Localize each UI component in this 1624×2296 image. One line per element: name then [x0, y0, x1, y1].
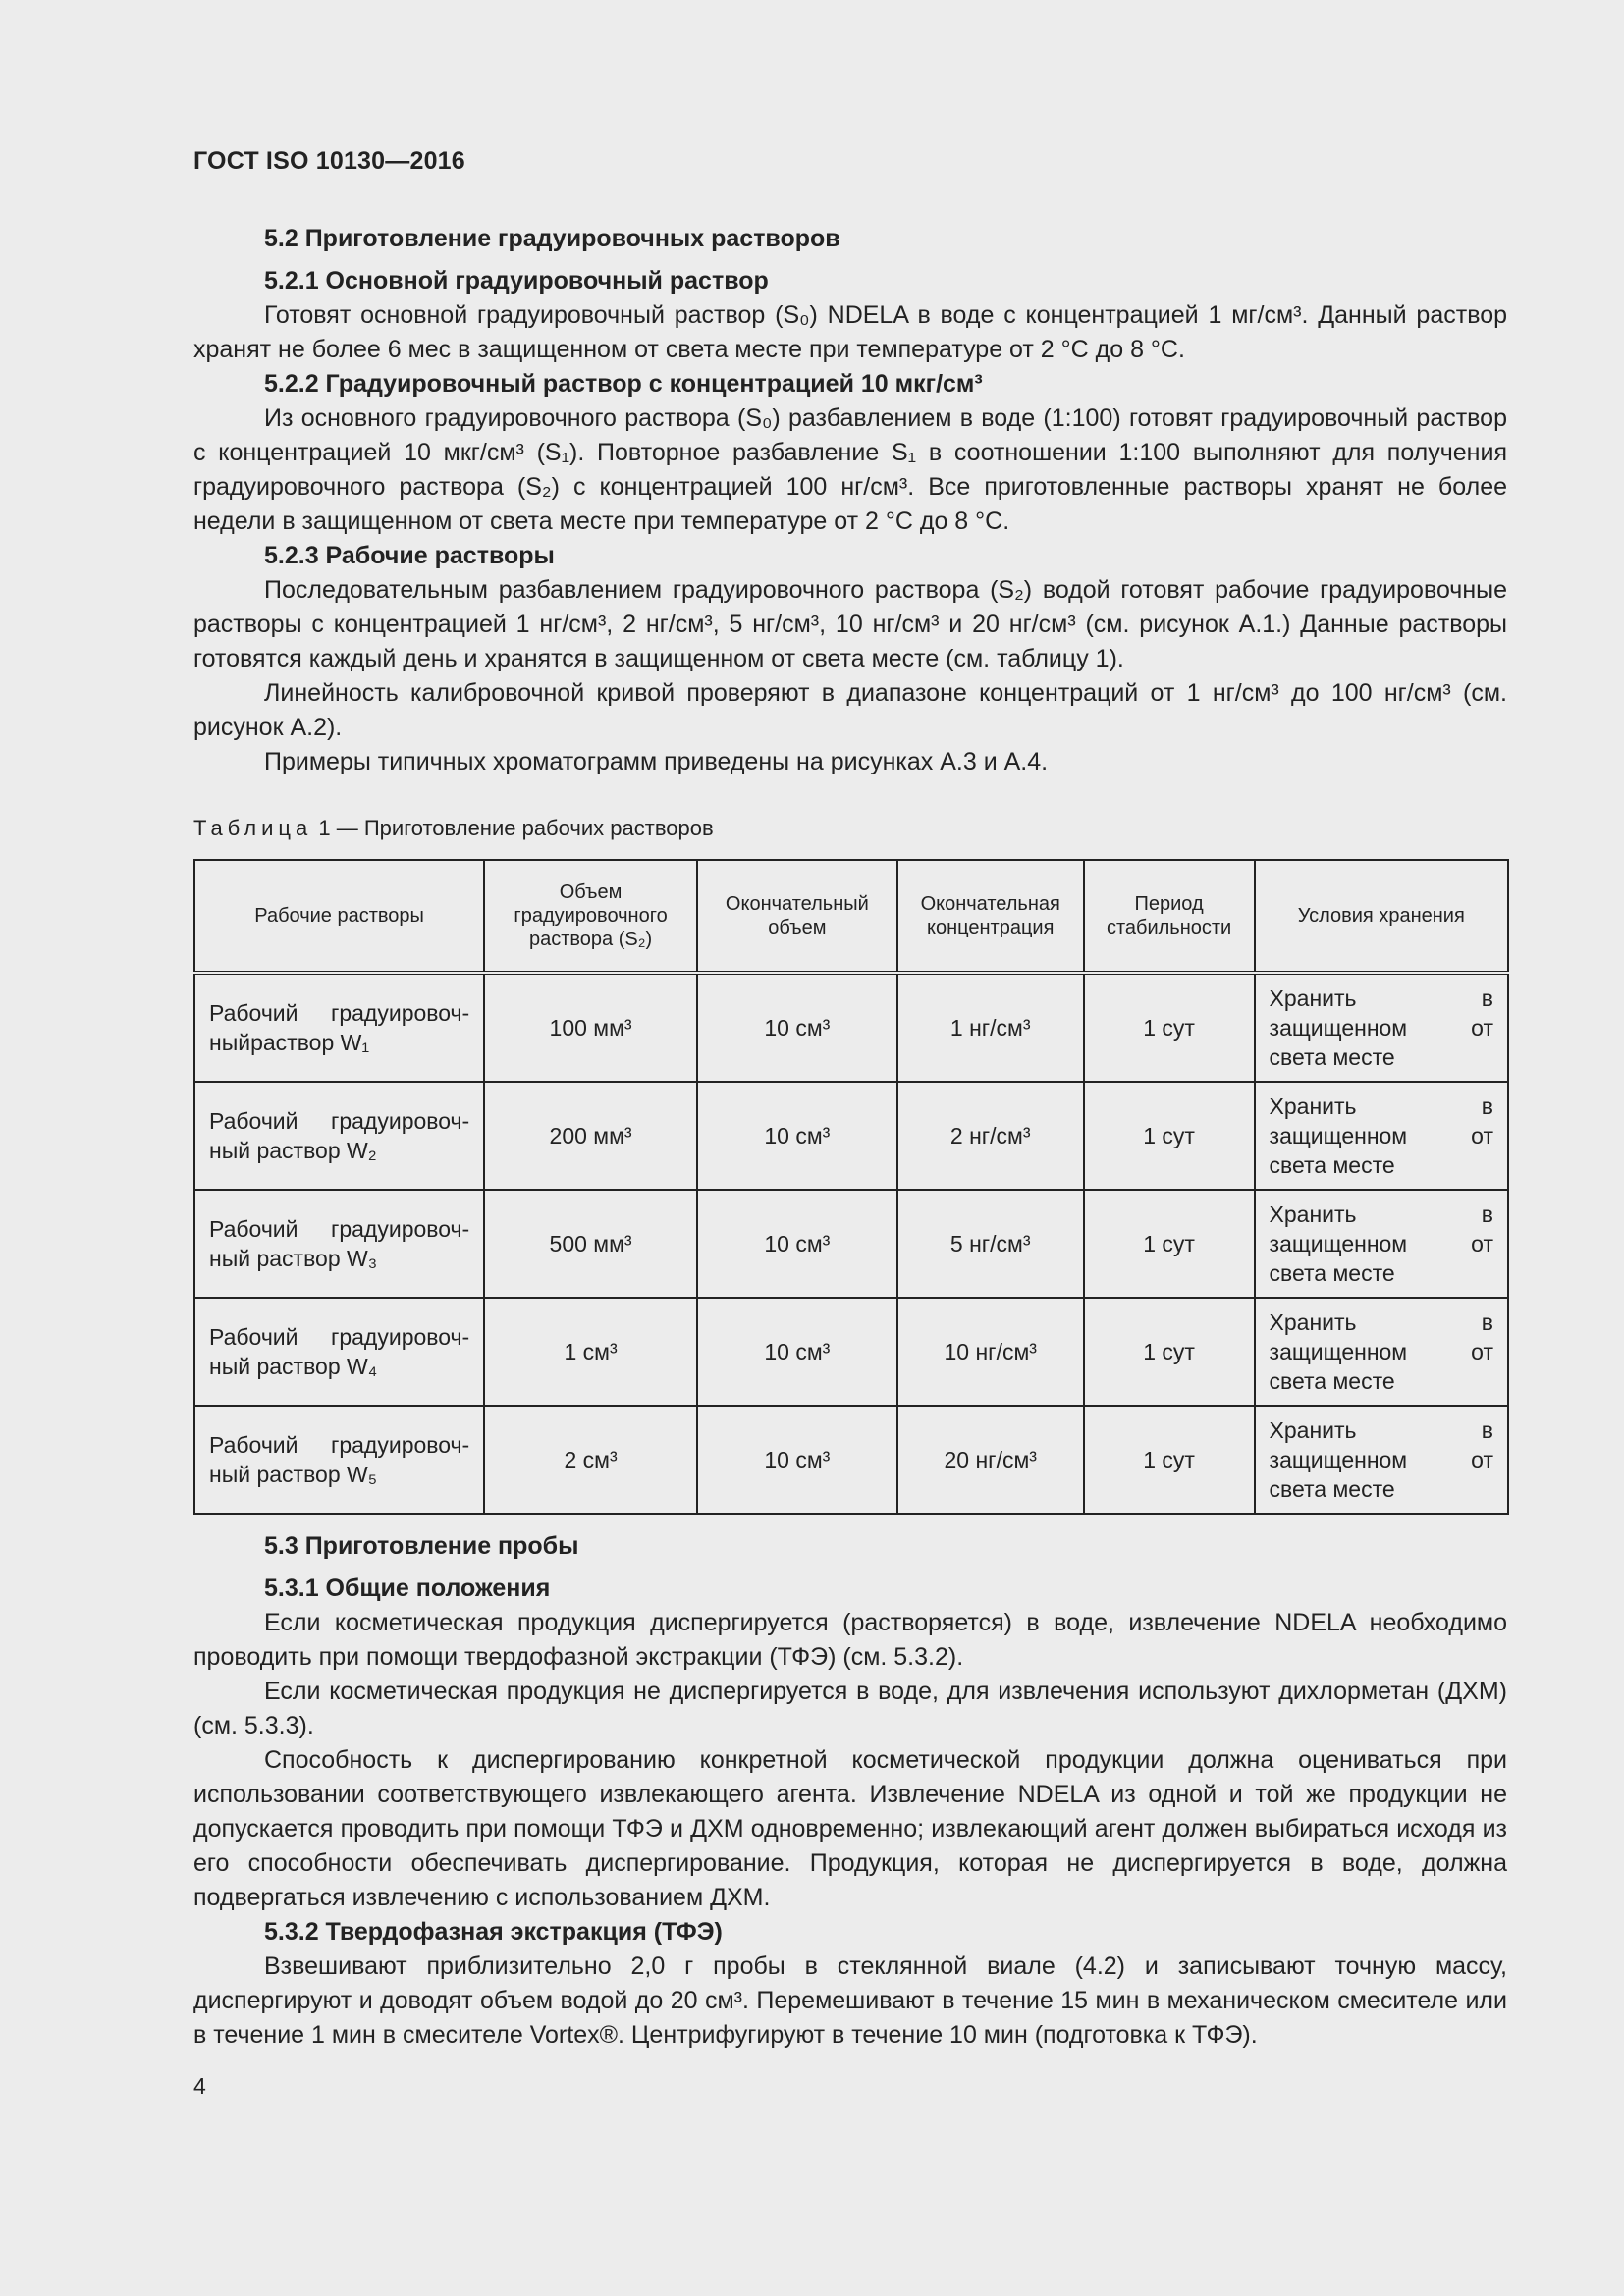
- table-cell: Хранить в защищенном от света месте: [1255, 1298, 1508, 1406]
- table-row: [194, 1190, 1508, 1298]
- paragraph-5-3-1-b: Если косметическая продукция не диспергируется в воде, для извлечения используют дихлорметан (ДХМ) (см. 5.3.3).: [193, 1678, 1507, 1739]
- table-cell: 10 см³: [697, 973, 897, 1082]
- table-cell: 200 мм³: [484, 1082, 697, 1190]
- heading-5-2-3: 5.2.3 Рабочие растворы: [264, 542, 555, 569]
- table-caption: [193, 816, 714, 841]
- table-cell: 1 сут: [1084, 1190, 1255, 1298]
- table-cell: Рабочий градуировоч-ный раствор W₅: [194, 1406, 484, 1514]
- table-cell: 2 см³: [484, 1406, 697, 1514]
- table-row: [194, 1082, 1508, 1190]
- table-cell: 10 см³: [697, 1298, 897, 1406]
- table-row: [194, 1298, 1508, 1406]
- table-cell: Рабочий градуировоч-ный раствор W₃: [194, 1190, 484, 1298]
- table-cell: Хранить в защищенном от света месте: [1255, 973, 1508, 1082]
- paragraph-5-2-3-a: Последовательным разбавлением градуировочного раствора (S₂) водой готовят рабочие градуировочные растворы с концентрацией 1 нг/см³, 2 нг/см³, 5 нг/см³, 10 нг/см³ и 20 нг/см³ (см. рисунок А.1.) Данные растворы готовятся каждый день и хранятся в защищенном от света месте (см. таблицу 1).: [193, 576, 1507, 672]
- preparation-table: [193, 859, 1509, 1515]
- header-cell: Условия хранения: [1255, 860, 1508, 973]
- table-cell: 10 нг/см³: [897, 1298, 1084, 1406]
- table-cell: 1 нг/см³: [897, 973, 1084, 1082]
- header-cell: Период стабильности: [1084, 860, 1255, 973]
- table-cell: 1 см³: [484, 1298, 697, 1406]
- table-cell: Рабочий градуировоч-ный раствор W₄: [194, 1298, 484, 1406]
- header-cell: Окончательный объем: [697, 860, 897, 973]
- table-cell: 10 см³: [697, 1082, 897, 1190]
- heading-5-2-2: 5.2.2 Градуировочный раствор с концентрацией 10 мкг/см³: [264, 370, 983, 398]
- paragraph-5-2-3-c: Примеры типичных хроматограмм приведены на рисунках А.3 и А.4.: [264, 748, 1049, 775]
- table-row: [194, 973, 1508, 1082]
- heading-5-3-1: 5.3.1 Общие положения: [264, 1575, 551, 1602]
- heading-5-3: 5.3 Приготовление пробы: [264, 1532, 579, 1560]
- table-cell: 500 мм³: [484, 1190, 697, 1298]
- table-cell: 20 нг/см³: [897, 1406, 1084, 1514]
- section-5-3: [193, 1529, 1507, 2053]
- table-cell: Хранить в защищенном от света месте: [1255, 1406, 1508, 1514]
- heading-5-2-1: 5.2.1 Основной градуировочный раствор: [264, 267, 769, 294]
- heading-5-2: 5.2 Приготовление градуировочных растворов: [264, 225, 840, 252]
- table-cell: 2 нг/см³: [897, 1082, 1084, 1190]
- paragraph-5-3-1-c: Способность к диспергированию конкретной косметической продукции должна оцениваться при использовании соответствующего извлекающего агента. Извлечение NDELA из одной и той же продукции не допускается проводить при помощи ТФЭ и ДХМ одновременно; извлекающий агент должен выбираться исходя из его способности обеспечивать диспергирование. Продукция, которая не диспергируется в воде, должна подвергаться извлечению с использованием ДХМ.: [193, 1746, 1507, 1911]
- table-cell: Хранить в защищенном от света месте: [1255, 1190, 1508, 1298]
- paragraph-5-2-3-b: Линейность калибровочной кривой проверяют в диапазоне концентраций от 1 нг/см³ до 100 нг/см³ (см. рисунок А.2).: [193, 679, 1507, 741]
- paragraph-5-2-2: Из основного градуировочного раствора (S₀) разбавлением в воде (1:100) готовят градуировочный раствор с концентрацией 10 мкг/см³ (S₁). Повторное разбавление S₁ в соотношении 1:100 выполняют для получения градуировочного раствора (S₂) с концентрацией 100 нг/см³. Все приготовленные растворы хранят не более недели в защищенном от света месте при температуре от 2 °С до 8 °С.: [193, 404, 1507, 535]
- table-cell: Рабочий градуировоч-ныйраствор W₁: [194, 973, 484, 1082]
- table-header-row: [194, 860, 1508, 973]
- table-row: [194, 1406, 1508, 1514]
- table-cell: 10 см³: [697, 1406, 897, 1514]
- table-cell: 5 нг/см³: [897, 1190, 1084, 1298]
- header-cell: Объем градуировочного раствора (S₂): [484, 860, 697, 973]
- header-cell: Рабочие растворы: [194, 860, 484, 973]
- page-number: 4: [193, 2073, 206, 2099]
- section-5-2: [193, 222, 1507, 779]
- table-caption-word: Таблица: [193, 816, 313, 840]
- paragraph-5-3-2: Взвешивают приблизительно 2,0 г пробы в стеклянной виале (4.2) и записывают точную массу, диспергируют и доводят объем водой до 20 см³. Перемешивают в течение 15 мин в механическом смесителе или в течение 1 мин в смесителе Vortex®. Центрифугируют в течение 10 мин (подготовка к ТФЭ).: [193, 1952, 1507, 2049]
- table-caption-text: 1 — Приготовление рабочих растворов: [318, 816, 714, 840]
- table-cell: Рабочий градуировоч-ный раствор W₂: [194, 1082, 484, 1190]
- table-cell: 10 см³: [697, 1190, 897, 1298]
- table-cell: 1 сут: [1084, 1406, 1255, 1514]
- table-cell: 100 мм³: [484, 973, 697, 1082]
- heading-5-3-2: 5.3.2 Твердофазная экстракция (ТФЭ): [264, 1918, 723, 1946]
- header-cell: Окончательная концентрация: [897, 860, 1084, 973]
- table-cell: Хранить в защищенном от света месте: [1255, 1082, 1508, 1190]
- paragraph-5-3-1-a: Если косметическая продукция диспергируется (растворяется) в воде, извлечение NDELA необходимо проводить при помощи твердофазной экстракции (ТФЭ) (см. 5.3.2).: [193, 1609, 1507, 1671]
- table-cell: 1 сут: [1084, 1298, 1255, 1406]
- paragraph-5-2-1: Готовят основной градуировочный раствор (S₀) NDELA в воде с концентрацией 1 мг/см³. Данный раствор хранят не более 6 мес в защищенном от света месте при температуре от 2 °С до 8 °С.: [193, 301, 1507, 363]
- document-header: ГОСТ ISO 10130—2016: [193, 147, 465, 175]
- table-cell: 1 сут: [1084, 1082, 1255, 1190]
- table-cell: 1 сут: [1084, 973, 1255, 1082]
